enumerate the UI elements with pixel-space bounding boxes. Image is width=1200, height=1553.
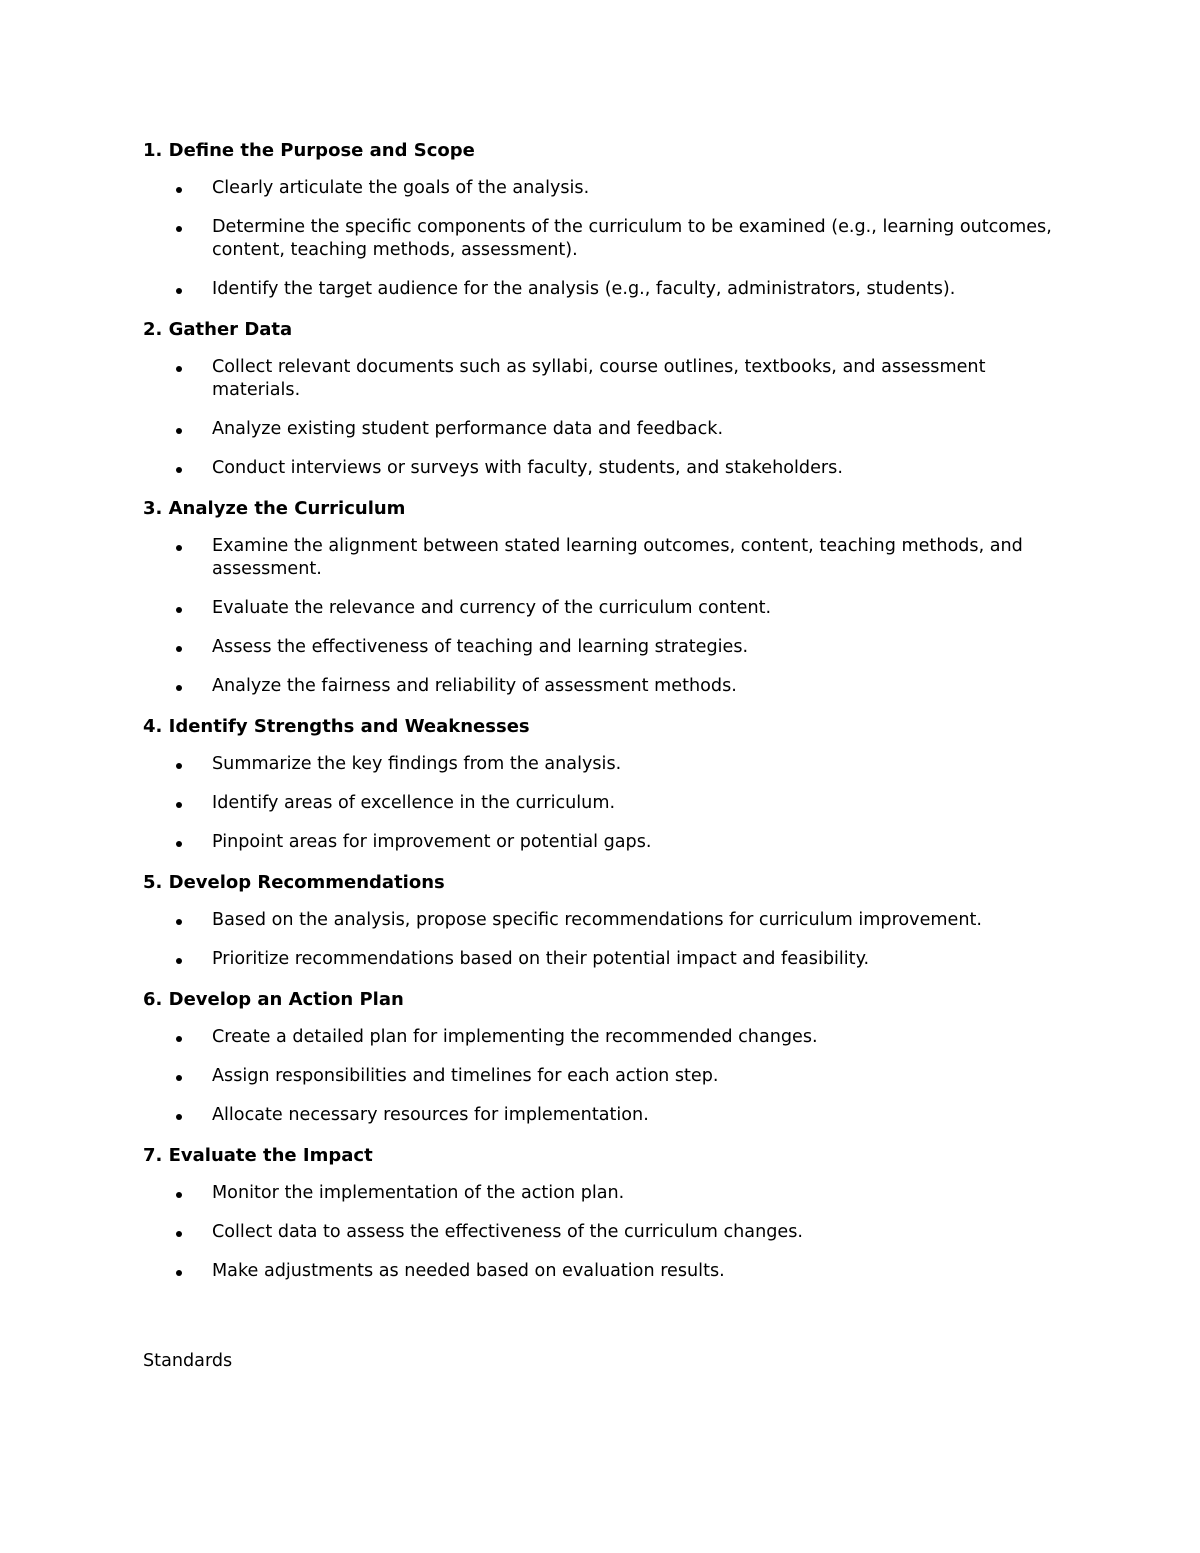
- list-item: [143, 1221, 1063, 1244]
- section-define-purpose: [143, 138, 1063, 301]
- list-item-text: Identify areas of excellence in the curriculum.: [212, 793, 616, 813]
- list-item-text: Make adjustments as needed based on evaluation results.: [212, 1261, 725, 1281]
- list-item-text: Evaluate the relevance and currency of the curriculum content.: [212, 598, 772, 618]
- bullet-icon: [176, 467, 182, 473]
- list-item: [143, 597, 1063, 620]
- bullet-icon: [176, 1075, 182, 1081]
- section-gather-data: [143, 317, 1063, 480]
- list-item-text: Allocate necessary resources for implementation.: [212, 1105, 649, 1125]
- list-item: [143, 1065, 1063, 1088]
- bullet-icon: [176, 763, 182, 769]
- bullet-icon: [176, 802, 182, 808]
- section-strengths-weaknesses: [143, 714, 1063, 854]
- section-heading: 5. Develop Recommendations: [143, 872, 445, 893]
- bullet-icon: [176, 646, 182, 652]
- list-item: [143, 675, 1063, 698]
- list-item: [143, 792, 1063, 815]
- list-item: [143, 278, 1063, 301]
- section-heading: 7. Evaluate the Impact: [143, 1145, 373, 1166]
- bullet-icon: [176, 288, 182, 294]
- bullet-list: [143, 1182, 1063, 1283]
- list-item: [143, 457, 1063, 480]
- list-item-text: Examine the alignment between stated learning outcomes, content, teaching methods, and assessment.: [212, 536, 1023, 579]
- bullet-icon: [176, 545, 182, 551]
- bullet-icon: [176, 919, 182, 925]
- section-heading: 1. Define the Purpose and Scope: [143, 140, 475, 161]
- list-item-text: Clearly articulate the goals of the analysis.: [212, 178, 590, 198]
- list-item: [143, 1182, 1063, 1205]
- section-heading: 3. Analyze the Curriculum: [143, 498, 406, 519]
- bullet-icon: [176, 1231, 182, 1237]
- list-item: [143, 1026, 1063, 1049]
- list-item-text: Monitor the implementation of the action plan.: [212, 1183, 625, 1203]
- list-item-text: Identify the target audience for the analysis (e.g., faculty, administrators, students).: [212, 279, 956, 299]
- list-item-text: Pinpoint areas for improvement or potential gaps.: [212, 832, 652, 852]
- list-item: [143, 418, 1063, 441]
- list-item: [143, 1260, 1063, 1283]
- bullet-icon: [176, 428, 182, 434]
- bullet-icon: [176, 607, 182, 613]
- bullet-list: [143, 177, 1063, 301]
- list-item: [143, 831, 1063, 854]
- bullet-icon: [176, 841, 182, 847]
- standards-label: Standards: [143, 1351, 233, 1371]
- bullet-icon: [176, 1036, 182, 1042]
- bullet-icon: [176, 187, 182, 193]
- section-action-plan: [143, 987, 1063, 1127]
- bullet-list: [143, 535, 1063, 698]
- list-item: [143, 177, 1063, 200]
- list-item-text: Assign responsibilities and timelines for each action step.: [212, 1066, 719, 1086]
- list-item: [143, 356, 1063, 402]
- list-item-text: Assess the effectiveness of teaching and learning strategies.: [212, 637, 749, 657]
- list-item-text: Determine the specific components of the curriculum to be examined (e.g., learning outcomes, content, teaching methods, assessment).: [212, 217, 1052, 260]
- bullet-list: [143, 1026, 1063, 1127]
- list-item-text: Collect data to assess the effectiveness of the curriculum changes.: [212, 1222, 803, 1242]
- list-item-text: Analyze the fairness and reliability of assessment methods.: [212, 676, 737, 696]
- bullet-icon: [176, 685, 182, 691]
- section-heading: 6. Develop an Action Plan: [143, 989, 404, 1010]
- section-analyze-curriculum: [143, 496, 1063, 698]
- bullet-icon: [176, 366, 182, 372]
- document-body: [143, 138, 1063, 1299]
- section-evaluate-impact: [143, 1143, 1063, 1283]
- list-item-text: Collect relevant documents such as syllabi, course outlines, textbooks, and assessment materials.: [212, 357, 986, 400]
- list-item-text: Based on the analysis, propose specific recommendations for curriculum improvement.: [212, 910, 983, 930]
- list-item: [143, 909, 1063, 932]
- list-item: [143, 948, 1063, 971]
- list-item-text: Prioritize recommendations based on their potential impact and feasibility.: [212, 949, 870, 969]
- section-heading: 2. Gather Data: [143, 319, 293, 340]
- bullet-icon: [176, 226, 182, 232]
- bullet-list: [143, 753, 1063, 854]
- bullet-icon: [176, 1270, 182, 1276]
- bullet-list: [143, 909, 1063, 971]
- list-item-text: Conduct interviews or surveys with faculty, students, and stakeholders.: [212, 458, 843, 478]
- list-item-text: Create a detailed plan for implementing the recommended changes.: [212, 1027, 818, 1047]
- list-item: [143, 535, 1063, 581]
- list-item: [143, 636, 1063, 659]
- list-item: [143, 1104, 1063, 1127]
- bullet-list: [143, 356, 1063, 480]
- list-item-text: Analyze existing student performance data and feedback.: [212, 419, 724, 439]
- section-heading: 4. Identify Strengths and Weaknesses: [143, 716, 530, 737]
- list-item: [143, 216, 1063, 262]
- bullet-icon: [176, 1192, 182, 1198]
- list-item: [143, 753, 1063, 776]
- bullet-icon: [176, 958, 182, 964]
- bullet-icon: [176, 1114, 182, 1120]
- section-recommendations: [143, 870, 1063, 971]
- list-item-text: Summarize the key findings from the analysis.: [212, 754, 622, 774]
